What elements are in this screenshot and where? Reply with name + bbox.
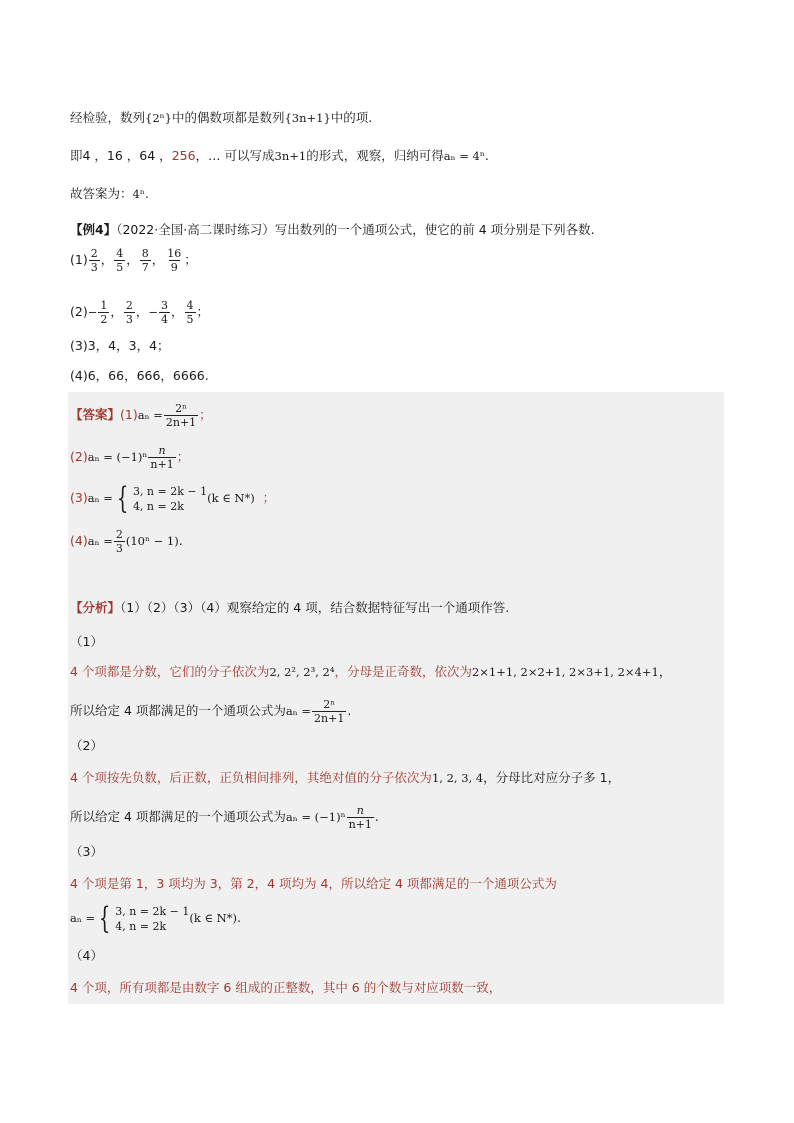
q1-denominator: 5 [116,261,124,274]
analysis-tag: 【分析】 [70,600,121,615]
a1-label: (1) [120,407,138,422]
ji-256: 256 [171,148,196,163]
example-tag: 【例4】 [70,222,117,237]
a4-den: 3 [115,542,123,555]
a1-den: 2n+1 [165,416,197,429]
example-source: （2022·全国·高二课时练习） [116,222,275,237]
q1-numerator: 2 [90,247,98,260]
a2-lhs: aₙ = (−1)ⁿ [87,450,148,464]
p2-den: n+1 [348,818,372,831]
q1-separator: ， [126,252,139,267]
q1-fraction [114,247,125,274]
a1-num: 2ⁿ [175,402,187,415]
analysis-p3-text: 4 个项是第 1，3 项均为 3，第 2，4 项均为 4，所以给定 4 项都满足的一个通项公式为 [70,876,557,891]
a3-label: (3) [70,490,88,505]
q2-sign: − [87,305,98,319]
answer-end: . [144,186,149,201]
q1-numerator: 8 [141,247,149,260]
a3-semicolon: ； [262,490,276,505]
check-text-a: 经检验，数列 [70,110,146,125]
answer-tag: 【答案】 [70,407,121,422]
p2-lhs: aₙ = (−1)ⁿ [285,810,346,824]
q2-label: (2) [70,304,88,319]
a3-lhs: aₙ = [87,491,113,505]
q1-fraction [165,247,183,274]
p2-text-b: ，分母比对应分子多 1， [483,770,621,785]
p1-num: 2ⁿ [323,698,336,711]
q2-separator: ， [171,304,184,319]
analysis-p3-label: （3） [70,844,103,859]
p1-numerators: 2, 2², 2³, 2⁴ [269,665,335,679]
p3-row2: 4, n = 2k [115,919,167,933]
q2-fraction [124,299,135,326]
a1-semicolon: ； [199,407,212,422]
p1-text-b: ，分母是正奇数，依次为 [334,664,472,679]
analysis-p4-label: （4） [70,948,103,963]
p3-row1: 3, n = 2k − 1 [115,904,190,918]
q2-denominator: 2 [100,313,108,326]
p1-text-c: ， [658,664,672,679]
p1-lhs: aₙ = [285,704,312,718]
q2-numerator: 4 [186,299,194,312]
a2-label: (2) [70,449,88,464]
q1-fraction [89,247,100,274]
p1-den: 2n+1 [314,712,345,725]
check-text-c: 中的项. [330,110,373,125]
seq-3n1: {3n+1} [284,111,331,125]
answer-prefix: 故答案为： [70,186,133,201]
q2-denominator: 3 [125,313,133,326]
p2-text-a: 4 个项按先负数，后正数，正负相间排列，其绝对值的分子依次为 [70,770,432,785]
seq-2n: {2ⁿ} [145,111,172,125]
check-text-b: 中的偶数项都是数列 [171,110,285,125]
q2-fraction [98,299,109,326]
analysis-p4-text: 4 个项，所有项都是由数字 6 组成的正整数，其中 6 的个数与对应项数一致， [70,980,502,995]
a3-cases: { 3, n = 2k − 1 4, n = 2k [116,480,208,516]
a1-lhs: aₙ = [137,408,163,422]
q2-numerator: 2 [125,299,133,312]
ji-formula: aₙ = 4ⁿ [443,149,485,163]
q2-sign: − [148,305,159,319]
p1-denoms: 2×1+1, 2×2+1, 2×3+1, 2×4+1 [471,665,659,679]
analysis-p2-conclusion: 所以给定 4 项都满足的一个通项公式为aₙ = (−1)ⁿ $\frac{n}{n+1}$ . [70,804,379,831]
p3-lhs: aₙ = [70,911,96,925]
q2-denominator: 5 [186,313,194,326]
q2-denominator: 4 [161,313,169,326]
example-header [70,220,595,240]
analysis-p1-conclusion: 所以给定 4 项都满足的一个通项公式为aₙ = $\frac{\text{2ⁿ}}{2n+1}$ . [70,698,352,725]
analysis-p1-text [70,662,671,682]
question-2: (2)− $\frac{1}{2}$ ， $\frac{2}{3}$ ，− $\frac{3}{4}$ ， $\frac{4}{5}$ ； [70,299,210,326]
analysis-summary-text: （1）（2）（3）（4）观察给定的 4 项，结合数据特征写出一个通项作答. [120,600,510,615]
q1-numerator: 4 [116,247,124,260]
a4-rest: (10ⁿ − 1) [125,534,179,548]
analysis-p1-label: （1） [70,634,103,649]
analysis-summary [70,598,509,618]
a4-num: 2 [115,528,123,541]
p2-list: 1, 2, 3, 4 [431,771,484,785]
a3-row2: 4, n = 2k [132,499,184,513]
p2-conc-text: 所以给定 4 项都满足的一个通项公式为 [70,809,286,824]
ji-line [70,146,489,166]
answer-line [70,184,149,204]
ji-expr: 3n+1 [274,149,307,163]
q1-fraction [140,247,151,274]
answer-3 [70,480,275,516]
q1-numerator: 16 [167,247,182,260]
a4-lhs: aₙ = [87,534,113,548]
ji-period: . [484,148,489,163]
p3-cond: (k ∈ N*) [189,911,237,925]
question-4: (4)6，66，666，6666. [70,368,209,383]
p2-fraction [347,804,374,831]
p3-cases: { 3, n = 2k − 1 4, n = 2k [98,900,190,936]
a1-fraction [164,402,198,429]
question-1: (1) $\frac{2}{3}$ ， $\frac{4}{5}$ ， $\frac{8}{7}$ ， $\frac{16}{9}$ ； [70,247,197,274]
example-prompt: 写出数列的一个通项公式，使它的前 4 项分别是下列各数. [274,222,595,237]
p1-fraction [312,698,346,725]
q2-fraction [185,299,196,326]
question-3: (3)3，4，3，4； [70,338,170,353]
p2-num: n [356,804,364,817]
ji-text-a: 即4 ，16 ，64 ， [70,148,172,163]
p1-conc-text: 所以给定 4 项都满足的一个通项公式为 [70,703,286,718]
analysis-p2-text [70,768,620,788]
q2-numerator: 3 [161,299,169,312]
a2-fraction [148,444,175,471]
p1-text-a: 4 个项都是分数，它们的分子依次为 [70,664,270,679]
analysis-p3-formula: aₙ = { 3, n = 2k − 1 4, n = 2k (k ∈ N*). [70,900,241,936]
check-line [70,108,372,128]
a2-den: n+1 [150,458,174,471]
answer-value: 4ⁿ [132,187,145,201]
a3-cond: (k ∈ N*) [207,491,255,505]
a4-label: (4) [70,533,88,548]
ji-text-c: 的形式，观察，归纳可得 [306,148,444,163]
answer-4 [70,526,183,556]
a2-semicolon: ； [176,449,190,464]
q1-separator: ， [100,252,114,267]
ji-text-b: ，… 可以写成 [195,148,275,163]
q2-separator: ， [135,304,149,319]
q1-separator: ， [151,252,165,267]
answer-2 [70,442,189,472]
a4-period: . [178,533,183,548]
a2-num: n [158,444,166,457]
q1-denominator: 3 [90,261,98,274]
q1-label: (1) [70,252,88,267]
q2-numerator: 1 [100,299,108,312]
analysis-p2-label: （2） [70,738,103,753]
q1-denominator: 9 [170,261,178,274]
q2-separator: ， [110,304,123,319]
q1-denominator: 7 [141,261,149,274]
q2-fraction [159,299,170,326]
a4-fraction [114,528,125,555]
a3-row1: 3, n = 2k − 1 [132,484,208,498]
answer-1 [70,400,212,430]
